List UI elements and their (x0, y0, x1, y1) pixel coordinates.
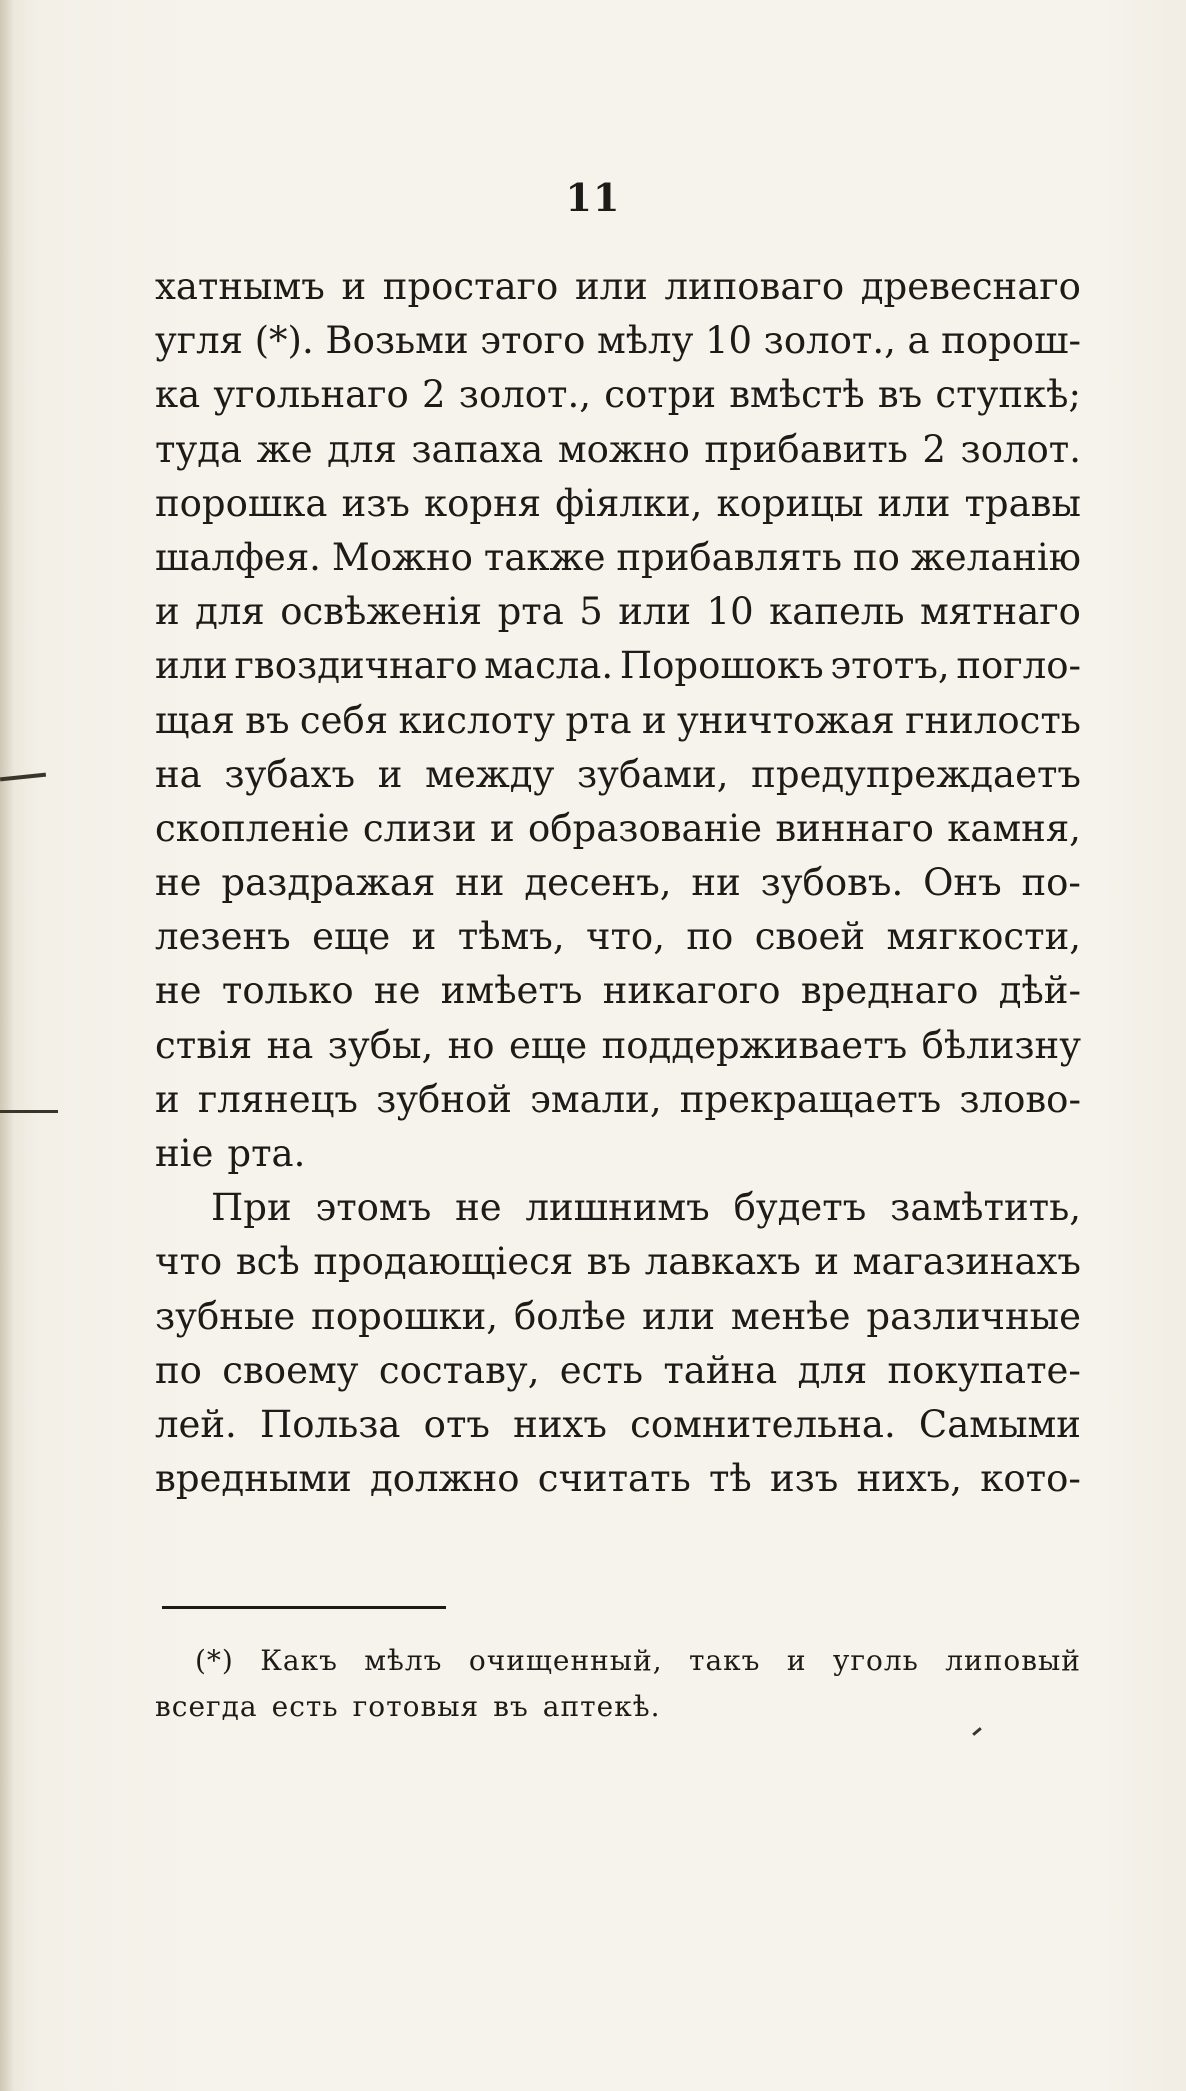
word: хатнымъ (155, 265, 325, 308)
word: глянецъ (197, 1077, 358, 1121)
word: 5 (579, 590, 603, 634)
text-line (155, 856, 1081, 910)
word: Самыми (918, 1402, 1081, 1446)
word: угольнаго (213, 373, 409, 417)
word: въ (586, 1240, 632, 1284)
word: запаха (411, 427, 544, 471)
word: злово- (959, 1077, 1081, 1121)
word: сотри (604, 373, 717, 417)
text-line (155, 694, 1081, 748)
word: древеснаго (860, 265, 1081, 308)
text-line (155, 1398, 1081, 1452)
word: нихъ, (856, 1457, 963, 1501)
word: прибавлять (616, 535, 843, 579)
word: этого (480, 319, 586, 363)
word: же (256, 427, 313, 471)
word: что, (586, 915, 665, 959)
footnote (155, 1638, 1081, 1730)
word: лезенъ (155, 915, 291, 959)
word: нихъ (513, 1402, 607, 1446)
word: погло- (956, 644, 1081, 688)
word: ни (455, 861, 505, 905)
word: и (641, 698, 667, 742)
word: прибавить (704, 427, 908, 471)
word: порош- (941, 319, 1081, 363)
word: еще (509, 1023, 588, 1067)
word: для (327, 427, 397, 471)
word: шалфея. (155, 535, 321, 579)
word: или (642, 1294, 715, 1338)
word: различные (866, 1294, 1081, 1338)
word: Онъ (923, 861, 1002, 905)
word: изъ (341, 481, 410, 525)
word: предупреждаетъ (751, 752, 1081, 796)
word: для (195, 590, 265, 634)
word: сомнительна. (630, 1402, 896, 1446)
word: продающіеся (313, 1240, 574, 1284)
word: кислоту (398, 698, 556, 742)
word: менѣе (730, 1294, 851, 1338)
word: поддерживаетъ (601, 1023, 908, 1067)
word: желанію (910, 535, 1081, 579)
word: Польза (260, 1402, 401, 1446)
word: зубами, (577, 752, 729, 796)
word: въ (493, 1690, 529, 1723)
word: изъ (769, 1457, 839, 1501)
word: бѣлизну (921, 1023, 1081, 1067)
word: угля (155, 319, 244, 363)
word: зубной (376, 1077, 512, 1121)
word: уничтожая (677, 698, 895, 742)
word: всегда (155, 1690, 258, 1723)
word: также (483, 535, 606, 579)
word: масла. (484, 644, 614, 688)
word: можно (557, 427, 690, 471)
word: ни (691, 861, 741, 905)
text-line (155, 368, 1081, 422)
word: должно (369, 1457, 520, 1501)
word: туда (155, 427, 243, 471)
page-number: 11 (565, 175, 621, 220)
footnote-rule (162, 1606, 446, 1609)
text-line (155, 1073, 1081, 1127)
word: не (155, 969, 202, 1013)
word: Можно (331, 535, 473, 579)
word: магазинахъ (852, 1240, 1081, 1284)
word: фіялки, (555, 481, 703, 525)
text-line (155, 1181, 1081, 1235)
word: 2 (422, 373, 446, 417)
word: порошки, (311, 1294, 499, 1338)
footnote-line (155, 1638, 1081, 1684)
word: между (425, 752, 555, 796)
word: рта. (227, 1132, 306, 1175)
word: деcенъ, (524, 861, 672, 905)
word: а (907, 319, 930, 363)
word: зубовъ. (760, 861, 904, 905)
word: для (797, 1348, 868, 1392)
word: камня, (947, 806, 1081, 850)
word: этотъ, (830, 644, 950, 688)
word: вредными (155, 1457, 352, 1501)
word: липовый (945, 1644, 1081, 1677)
word: золот., (458, 373, 591, 417)
word: не (155, 861, 202, 905)
word: лей. (155, 1402, 237, 1446)
word: дѣй- (998, 969, 1081, 1013)
word: или (574, 265, 648, 308)
word: на (155, 752, 202, 796)
word: При (211, 1186, 292, 1230)
word: и (786, 1644, 807, 1677)
word: такъ (689, 1644, 761, 1677)
text-line (155, 585, 1081, 639)
word: Какъ (260, 1644, 338, 1677)
binding-shadow (0, 0, 14, 2091)
word: никагого (602, 969, 781, 1013)
text-line (155, 910, 1081, 964)
word: лишнимъ (525, 1186, 710, 1230)
footnote-line (155, 1684, 1081, 1730)
text-line (155, 260, 1081, 314)
word: своей (754, 915, 866, 959)
word: образованіе (527, 806, 763, 850)
word: лавкахъ (644, 1240, 801, 1284)
word: травы (964, 481, 1081, 525)
word: порошка (155, 481, 328, 525)
word: гнилость (905, 698, 1081, 742)
text-line (155, 1019, 1081, 1073)
word: въ (877, 373, 923, 417)
word: раздражая (221, 861, 436, 905)
word: имѣетъ (440, 969, 583, 1013)
word: корня (424, 481, 542, 525)
text-line (155, 748, 1081, 802)
text-line (155, 964, 1081, 1018)
text-line (155, 1290, 1081, 1344)
word: Порошокъ (619, 644, 824, 688)
word: вреднаго (800, 969, 979, 1013)
word: и (814, 1240, 840, 1284)
text-line (155, 1344, 1081, 1398)
word: 10 (706, 590, 754, 634)
word: (*). (254, 319, 314, 363)
text-line (155, 423, 1081, 477)
text-line (155, 1127, 1081, 1181)
word: освѣженія (280, 590, 483, 634)
word: кото- (980, 1457, 1081, 1501)
word: ка (155, 373, 201, 417)
word: тѣмъ, (457, 915, 565, 959)
text-line (155, 1235, 1081, 1289)
word: замѣтить, (890, 1186, 1081, 1230)
word: этомъ (315, 1186, 432, 1230)
word: золот. (960, 427, 1081, 471)
word: ступкѣ; (935, 373, 1081, 417)
word: еще (312, 915, 391, 959)
word: и (377, 752, 403, 796)
word: мятнаго (919, 590, 1081, 634)
word: вмѣстѣ (729, 373, 865, 417)
word: и (341, 265, 367, 308)
word: виннаго (775, 806, 934, 850)
text-line (155, 1452, 1081, 1506)
word: капель (769, 590, 905, 634)
word: есть (559, 1348, 644, 1392)
word: Возьми (325, 319, 469, 363)
word: что (155, 1240, 223, 1284)
word: покупате- (887, 1348, 1081, 1392)
word: мягкости, (886, 915, 1081, 959)
word: въ (245, 698, 290, 742)
word: слизи (362, 806, 477, 850)
word: уголь (832, 1644, 919, 1677)
word: рта (565, 698, 632, 742)
word: ствія (155, 1023, 253, 1067)
word: тѣ (708, 1457, 752, 1501)
word: или (155, 644, 228, 688)
word: корицы (716, 481, 864, 525)
word: или (877, 481, 951, 525)
word: есть (271, 1690, 339, 1723)
word: мѣлу (596, 319, 694, 363)
word: зубы, (327, 1023, 434, 1067)
word: тайна (663, 1348, 778, 1392)
word: 2 (922, 427, 946, 471)
word: липоваго (664, 265, 845, 308)
word: по- (1021, 861, 1081, 905)
word: скопленіе (155, 806, 350, 850)
word: рта (497, 590, 564, 634)
word: только (221, 969, 354, 1013)
word: по (155, 1348, 202, 1392)
word: и (155, 1077, 180, 1121)
text-line (155, 477, 1081, 531)
word: гвоздичнаго (234, 644, 478, 688)
word: составу, (378, 1348, 540, 1392)
text-line (155, 531, 1081, 585)
text-line (155, 314, 1081, 368)
word: и (411, 915, 437, 959)
text-line (155, 802, 1081, 856)
word: по (852, 535, 900, 579)
word: готовыя (352, 1690, 480, 1723)
word: будетъ (733, 1186, 867, 1230)
word: простаго (382, 265, 559, 308)
word: щая (155, 698, 235, 742)
word: всѣ (235, 1240, 300, 1284)
word: аптекѣ. (542, 1690, 661, 1723)
word: отъ (423, 1402, 490, 1446)
word: зубные (155, 1294, 296, 1338)
word: очищенный, (468, 1644, 663, 1677)
word: не (373, 969, 421, 1013)
word: но (447, 1023, 495, 1067)
word: не (455, 1186, 502, 1230)
word: своему (222, 1348, 359, 1392)
word: себя (299, 698, 389, 742)
text-line (155, 639, 1081, 693)
word: прекращаетъ (679, 1077, 942, 1121)
word: болѣе (513, 1294, 627, 1338)
word: и (489, 806, 515, 850)
word: считать (537, 1457, 691, 1501)
word: по (686, 915, 734, 959)
word: эмали, (530, 1077, 662, 1121)
word: золот., (763, 319, 896, 363)
word: 10 (704, 319, 753, 363)
body-text (155, 260, 1081, 1506)
word: мѣлъ (364, 1644, 443, 1677)
word: или (618, 590, 692, 634)
word: зубахъ (224, 752, 356, 796)
word: (*) (195, 1644, 234, 1677)
word: на (266, 1023, 314, 1067)
margin-mark-bottom (0, 1110, 58, 1113)
word: ніе (155, 1132, 214, 1175)
word: и (155, 590, 180, 634)
